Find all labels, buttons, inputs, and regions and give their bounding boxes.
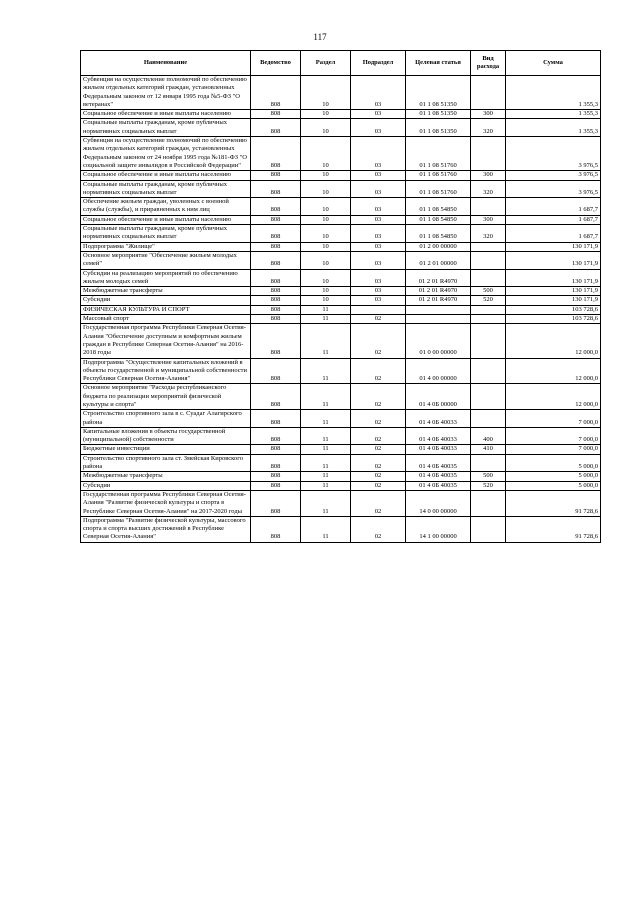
row-subsection: 03 (351, 215, 406, 224)
table-row (81, 516, 601, 542)
row-sum: 12 000,0 (506, 358, 601, 384)
table-row (81, 242, 601, 251)
row-subsection: 03 (351, 287, 406, 296)
table-header (81, 51, 601, 76)
row-name: Социальное обеспечение и иные выплаты населению (81, 110, 251, 119)
row-sum: 130 171,9 (506, 287, 601, 296)
row-dept: 808 (251, 427, 301, 445)
row-target: 01 4 00 00000 (406, 358, 471, 384)
row-sum: 5 000,0 (506, 472, 601, 481)
table-row (81, 225, 601, 243)
table-row (81, 384, 601, 410)
row-subsection: 02 (351, 324, 406, 358)
row-dept: 808 (251, 225, 301, 243)
row-dept: 808 (251, 384, 301, 410)
row-subsection: 03 (351, 180, 406, 198)
row-subsection: 02 (351, 315, 406, 324)
row-target: 01 2 01 R4970 (406, 269, 471, 287)
row-sum: 12 000,0 (506, 384, 601, 410)
row-sum: 1 687,7 (506, 215, 601, 224)
row-section: 11 (301, 427, 351, 445)
header-type: Вид расхода (471, 51, 506, 76)
row-type: 300 (471, 110, 506, 119)
row-target: 14 1 00 00000 (406, 516, 471, 542)
row-subsection: 02 (351, 358, 406, 384)
row-type: 500 (471, 472, 506, 481)
row-type: 320 (471, 180, 506, 198)
row-subsection: 03 (351, 137, 406, 171)
row-name: Основное мероприятие "Обеспечение жильем молодых семей" (81, 251, 251, 269)
row-subsection: 02 (351, 516, 406, 542)
row-subsection: 03 (351, 171, 406, 180)
row-type (471, 324, 506, 358)
row-type (471, 137, 506, 171)
row-subsection: 03 (351, 198, 406, 216)
row-name: Основное мероприятие "Расходы республиканского бюджета по реализации мероприятий физической культуры и спорта" (81, 384, 251, 410)
row-dept: 808 (251, 305, 301, 314)
table-body (81, 76, 601, 543)
row-name: Государственная программа Республики Северная Осетия-Алания "Развитие физической культуры и спорта в Республике Северная Осетия-Алания" на 2017-2020 годы (81, 490, 251, 516)
row-dept: 808 (251, 269, 301, 287)
row-dept: 808 (251, 171, 301, 180)
row-dept: 808 (251, 251, 301, 269)
row-target: 01 4 0Б 40035 (406, 472, 471, 481)
row-target: 14 0 00 00000 (406, 490, 471, 516)
row-sum: 3 976,5 (506, 180, 601, 198)
row-target (406, 305, 471, 314)
row-section: 10 (301, 110, 351, 119)
table-row (81, 76, 601, 110)
row-subsection: 03 (351, 119, 406, 137)
row-sum: 7 000,0 (506, 427, 601, 445)
row-name: Строительство спортивного зала ст. Змейская Кировского района (81, 454, 251, 472)
table-row (81, 324, 601, 358)
row-target: 01 4 0Б 40033 (406, 427, 471, 445)
row-name: Социальные выплаты гражданам, кроме публичных нормативных социальных выплат (81, 119, 251, 137)
table-row (81, 287, 601, 296)
row-type: 320 (471, 119, 506, 137)
row-sum: 1 355,3 (506, 76, 601, 110)
row-section: 10 (301, 287, 351, 296)
row-sum: 12 000,0 (506, 324, 601, 358)
table-row (81, 171, 601, 180)
table-row (81, 481, 601, 490)
row-sum: 7 000,0 (506, 445, 601, 454)
row-subsection: 03 (351, 225, 406, 243)
row-type (471, 269, 506, 287)
table-row (81, 180, 601, 198)
row-dept: 808 (251, 315, 301, 324)
row-name: Субвенция на осуществление полномочий по обеспечению жильем отдельных категорий граждан, установленных Федеральным законом от 24 ноября 1995 года №181-ФЗ "О социальной защите инвалидов в Российской Федерации" (81, 137, 251, 171)
row-target: 01 4 0Б 40033 (406, 410, 471, 428)
row-sum: 1 355,3 (506, 110, 601, 119)
row-subsection: 02 (351, 384, 406, 410)
budget-table (80, 50, 601, 543)
row-name: Социальные выплаты гражданам, кроме публичных нормативных социальных выплат (81, 225, 251, 243)
row-name: Подпрограмма "Жилище" (81, 242, 251, 251)
row-target: 01 2 01 R4970 (406, 296, 471, 305)
row-type (471, 490, 506, 516)
row-subsection: 03 (351, 76, 406, 110)
row-subsection: 03 (351, 110, 406, 119)
row-type: 410 (471, 445, 506, 454)
header-sum: Сумма (506, 51, 601, 76)
row-sum: 130 171,9 (506, 296, 601, 305)
row-type (471, 410, 506, 428)
row-subsection: 03 (351, 251, 406, 269)
row-target: 01 4 0Б 40035 (406, 454, 471, 472)
row-type: 520 (471, 481, 506, 490)
row-type (471, 242, 506, 251)
row-name: Подпрограмма "Развитие физической культуры, массового спорта и спорта высших достижений в Республике Северная Осетия-Алания" (81, 516, 251, 542)
row-name: Государственная программа Республики Северная Осетия-Алания "Обеспечение доступным и комфортным жильем граждан в Республике Северная Осетия-Алания" на 2016-2018 годы (81, 324, 251, 358)
row-target: 01 2 00 00000 (406, 242, 471, 251)
table-row (81, 119, 601, 137)
row-name: Субсидии (81, 481, 251, 490)
row-section: 11 (301, 445, 351, 454)
row-sum: 103 728,6 (506, 305, 601, 314)
row-type (471, 384, 506, 410)
table-row (81, 472, 601, 481)
row-target: 01 1 08 51350 (406, 76, 471, 110)
row-dept: 808 (251, 516, 301, 542)
row-type: 300 (471, 215, 506, 224)
row-section: 10 (301, 225, 351, 243)
row-target: 01 1 08 51350 (406, 119, 471, 137)
row-dept: 808 (251, 296, 301, 305)
row-section: 11 (301, 490, 351, 516)
row-type: 400 (471, 427, 506, 445)
row-target: 01 4 0Б 00000 (406, 384, 471, 410)
row-name: Межбюджетные трансферты (81, 472, 251, 481)
row-subsection: 02 (351, 490, 406, 516)
row-dept: 808 (251, 358, 301, 384)
header-dept: Ведомство (251, 51, 301, 76)
row-section: 11 (301, 472, 351, 481)
row-type (471, 76, 506, 110)
row-sum: 1 355,3 (506, 119, 601, 137)
row-section: 10 (301, 251, 351, 269)
row-target: 01 4 0Б 40035 (406, 481, 471, 490)
row-name: Капитальные вложения в объекты государственной (муниципальной) собственности (81, 427, 251, 445)
row-type (471, 454, 506, 472)
row-name: Социальное обеспечение и иные выплаты населению (81, 171, 251, 180)
row-section: 11 (301, 315, 351, 324)
row-name: Субсидии (81, 296, 251, 305)
row-sum: 130 171,9 (506, 251, 601, 269)
row-section: 11 (301, 454, 351, 472)
row-name: Социальное обеспечение и иные выплаты населению (81, 215, 251, 224)
row-target: 01 1 08 51760 (406, 137, 471, 171)
row-section: 11 (301, 358, 351, 384)
row-target: 01 1 08 51350 (406, 110, 471, 119)
row-subsection: 02 (351, 410, 406, 428)
row-section: 10 (301, 180, 351, 198)
row-section: 10 (301, 171, 351, 180)
row-name: Субвенция на осуществление полномочий по обеспечению жильем отдельных категорий граждан, установленных Федеральным законом от 12 января 1995 года №5-ФЗ "О ветеранах" (81, 76, 251, 110)
row-subsection: 02 (351, 472, 406, 481)
table-row (81, 305, 601, 314)
row-name: ФИЗИЧЕСКАЯ КУЛЬТУРА И СПОРТ (81, 305, 251, 314)
row-section: 11 (301, 516, 351, 542)
table-row (81, 215, 601, 224)
table-row (81, 296, 601, 305)
header-name: Наименование (81, 51, 251, 76)
row-sum: 91 728,6 (506, 516, 601, 542)
table-row (81, 198, 601, 216)
row-type: 300 (471, 171, 506, 180)
row-name: Социальные выплаты гражданам, кроме публичных нормативных социальных выплат (81, 180, 251, 198)
row-name: Обеспечение жильем граждан, уволенных с военной службы (службы), и приравненных к ним лиц (81, 198, 251, 216)
table-row (81, 410, 601, 428)
page-number: 117 (313, 32, 327, 42)
row-sum: 1 687,7 (506, 198, 601, 216)
row-sum: 1 687,7 (506, 225, 601, 243)
row-dept: 808 (251, 445, 301, 454)
row-sum: 5 000,0 (506, 481, 601, 490)
row-dept: 808 (251, 198, 301, 216)
row-dept: 808 (251, 324, 301, 358)
row-type (471, 516, 506, 542)
row-dept: 808 (251, 490, 301, 516)
row-target: 01 1 08 54850 (406, 215, 471, 224)
row-type (471, 358, 506, 384)
table-row (81, 445, 601, 454)
row-section: 10 (301, 242, 351, 251)
row-subsection: 02 (351, 445, 406, 454)
table-row (81, 251, 601, 269)
row-section: 10 (301, 137, 351, 171)
row-type: 500 (471, 287, 506, 296)
table-row (81, 358, 601, 384)
table-row (81, 427, 601, 445)
row-dept: 808 (251, 454, 301, 472)
row-dept: 808 (251, 481, 301, 490)
row-section: 10 (301, 296, 351, 305)
row-sum: 91 728,6 (506, 490, 601, 516)
row-subsection: 02 (351, 454, 406, 472)
row-target: 01 1 08 54850 (406, 225, 471, 243)
row-dept: 808 (251, 119, 301, 137)
row-subsection (351, 305, 406, 314)
table-row (81, 269, 601, 287)
row-subsection: 02 (351, 427, 406, 445)
row-type: 320 (471, 225, 506, 243)
table-row (81, 490, 601, 516)
row-dept: 808 (251, 110, 301, 119)
row-target: 01 2 01 R4970 (406, 287, 471, 296)
row-sum: 5 000,0 (506, 454, 601, 472)
row-sum: 3 976,5 (506, 137, 601, 171)
row-type (471, 305, 506, 314)
row-target: 01 1 08 54850 (406, 198, 471, 216)
row-dept: 808 (251, 472, 301, 481)
row-sum: 103 728,6 (506, 315, 601, 324)
row-type (471, 251, 506, 269)
row-subsection: 03 (351, 269, 406, 287)
row-section: 10 (301, 76, 351, 110)
table-row (81, 110, 601, 119)
table-row (81, 137, 601, 171)
row-name: Субсидии на реализацию мероприятий по обеспечению жильем молодых семей (81, 269, 251, 287)
row-section: 10 (301, 119, 351, 137)
row-name: Межбюджетные трансферты (81, 287, 251, 296)
row-dept: 808 (251, 180, 301, 198)
row-name: Подпрограмма "Осуществление капитальных вложений в объекты государственной и муниципальной собственности Республики Северная Осетия-Алания" (81, 358, 251, 384)
row-target: 01 1 08 51760 (406, 180, 471, 198)
row-section: 11 (301, 305, 351, 314)
row-sum: 130 171,9 (506, 242, 601, 251)
row-section: 10 (301, 269, 351, 287)
row-sum: 130 171,9 (506, 269, 601, 287)
row-sum: 3 976,5 (506, 171, 601, 180)
table-row (81, 454, 601, 472)
row-subsection: 03 (351, 296, 406, 305)
row-target (406, 315, 471, 324)
row-dept: 808 (251, 215, 301, 224)
table-row (81, 315, 601, 324)
header-target: Целевая статья (406, 51, 471, 76)
row-type (471, 198, 506, 216)
row-name: Массовый спорт (81, 315, 251, 324)
row-sum: 7 000,0 (506, 410, 601, 428)
row-section: 11 (301, 410, 351, 428)
row-dept: 808 (251, 76, 301, 110)
row-target: 01 4 0Б 40033 (406, 445, 471, 454)
row-section: 10 (301, 215, 351, 224)
row-name: Строительство спортивного зала в с. Суадаг Алагирского района (81, 410, 251, 428)
row-section: 10 (301, 198, 351, 216)
row-target: 01 1 08 51760 (406, 171, 471, 180)
row-subsection: 02 (351, 481, 406, 490)
row-target: 01 0 00 00000 (406, 324, 471, 358)
row-type: 520 (471, 296, 506, 305)
row-subsection: 03 (351, 242, 406, 251)
row-dept: 808 (251, 287, 301, 296)
row-dept: 808 (251, 410, 301, 428)
row-type (471, 315, 506, 324)
row-dept: 808 (251, 242, 301, 251)
header-subsection: Подраздел (351, 51, 406, 76)
row-section: 11 (301, 384, 351, 410)
row-section: 11 (301, 481, 351, 490)
row-target: 01 2 01 00000 (406, 251, 471, 269)
row-section: 11 (301, 324, 351, 358)
header-section: Раздел (301, 51, 351, 76)
row-dept: 808 (251, 137, 301, 171)
row-name: Бюджетные инвестиции (81, 445, 251, 454)
